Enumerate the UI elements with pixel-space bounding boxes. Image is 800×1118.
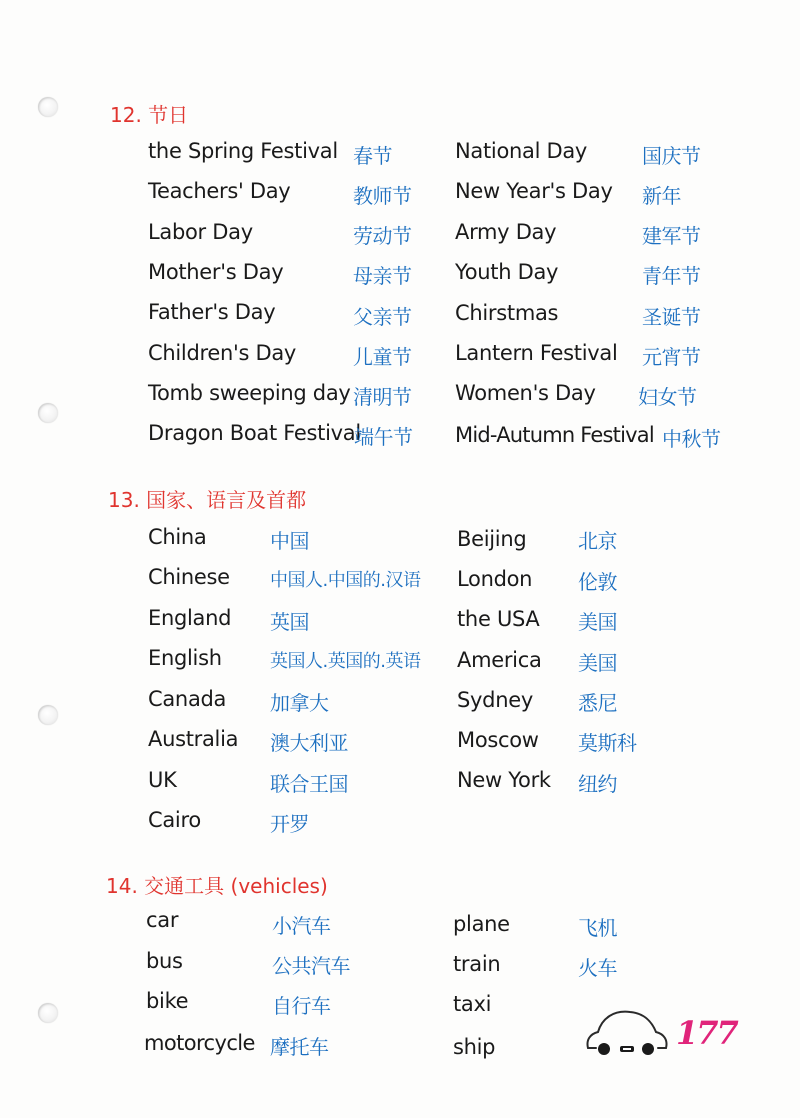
vocab-english: Youth Day	[455, 260, 559, 284]
vocab-english: National Day	[455, 139, 588, 163]
vocab-chinese: 中秋节	[662, 427, 721, 451]
vocab-chinese: 飞机	[578, 916, 617, 940]
section-heading: 14. 交通工具 (vehicles)	[106, 874, 328, 898]
vocab-english: Mid-Autumn Festival	[455, 423, 654, 447]
vocab-chinese: 父亲节	[353, 305, 412, 329]
vocab-chinese: 母亲节	[353, 264, 412, 288]
vocab-chinese: 端午节	[354, 425, 413, 449]
vocab-english: England	[148, 606, 232, 630]
binder-hole-icon	[38, 403, 58, 423]
vocab-english: China	[148, 525, 207, 549]
section-heading: 13. 国家、语言及首都	[108, 488, 307, 512]
vocab-chinese: 美国	[578, 651, 617, 675]
vocab-english: Mother's Day	[148, 260, 284, 284]
vocab-english: English	[148, 646, 222, 670]
vocab-english: Canada	[148, 687, 227, 711]
car-icon	[584, 1004, 670, 1064]
vocab-chinese: 小汽车	[272, 914, 331, 938]
vocab-english: ship	[453, 1035, 496, 1059]
vocab-english: Children's Day	[148, 341, 297, 365]
vocab-english: the USA	[457, 607, 540, 631]
binder-hole-icon	[38, 705, 58, 725]
page-number: 177	[676, 1014, 737, 1052]
vocab-english: taxi	[453, 992, 492, 1016]
vocab-english: Australia	[148, 727, 239, 751]
vocab-english: train	[453, 952, 501, 976]
vocab-chinese: 悉尼	[578, 691, 617, 715]
vocab-chinese: 圣诞节	[642, 305, 701, 329]
binder-hole-icon	[38, 1003, 58, 1023]
vocab-chinese: 加拿大	[270, 691, 329, 715]
vocab-english: London	[457, 567, 533, 591]
vocab-chinese: 开罗	[270, 812, 309, 836]
vocab-chinese: 中国	[270, 529, 309, 553]
vocab-chinese: 儿童节	[353, 345, 412, 369]
vocab-english: bus	[146, 949, 183, 973]
vocab-chinese: 自行车	[272, 994, 331, 1018]
vocab-english: Lantern Festival	[455, 341, 618, 365]
vocab-english: Women's Day	[455, 381, 596, 405]
vocab-english: Teachers' Day	[148, 179, 291, 203]
vocab-english: Tomb sweeping day	[148, 381, 351, 405]
vocab-english: motorcycle	[144, 1031, 255, 1055]
vocab-chinese: 劳动节	[353, 224, 412, 248]
vocab-english: Sydney	[457, 688, 533, 712]
vocab-chinese: 国庆节	[642, 144, 701, 168]
vocab-english: Dragon Boat Festival	[148, 421, 361, 445]
vocab-english: plane	[453, 912, 510, 936]
vocab-english: Labor Day	[148, 220, 253, 244]
vocab-chinese: 火车	[578, 956, 617, 980]
vocab-chinese: 中国人.中国的.汉语	[270, 570, 421, 591]
vocab-english: car	[146, 908, 179, 932]
vocab-english: Beijing	[457, 527, 527, 551]
vocab-english: bike	[146, 989, 189, 1013]
vocab-chinese: 建军节	[642, 224, 701, 248]
vocab-chinese: 教师节	[353, 184, 412, 208]
vocab-english: Chinese	[148, 565, 230, 589]
vocab-chinese: 公共汽车	[272, 954, 350, 978]
vocab-chinese: 莫斯科	[578, 731, 637, 755]
vocab-chinese: 澳大利亚	[270, 731, 348, 755]
vocab-english: New York	[457, 768, 551, 792]
vocab-chinese: 新年	[642, 184, 681, 208]
vocab-chinese: 清明节	[353, 385, 412, 409]
vocab-english: Army Day	[455, 220, 557, 244]
vocab-chinese: 元宵节	[642, 345, 701, 369]
vocab-chinese: 妇女节	[638, 385, 697, 409]
vocab-english: Moscow	[457, 728, 539, 752]
vocab-english: Chirstmas	[455, 301, 559, 325]
vocab-chinese: 春节	[353, 144, 392, 168]
vocab-chinese: 联合王国	[270, 772, 348, 796]
vocab-chinese: 英国	[270, 610, 309, 634]
vocab-english: the Spring Festival	[148, 139, 338, 163]
binder-hole-icon	[38, 97, 58, 117]
vocab-chinese: 北京	[578, 529, 617, 553]
vocab-english: New Year's Day	[455, 179, 613, 203]
vocab-chinese: 纽约	[578, 772, 617, 796]
vocab-chinese: 青年节	[642, 264, 701, 288]
vocab-chinese: 美国	[578, 610, 617, 634]
vocab-english: Father's Day	[148, 300, 276, 324]
section-heading: 12. 节日	[110, 103, 189, 127]
vocab-chinese: 伦敦	[578, 570, 617, 594]
vocab-english: UK	[148, 768, 177, 792]
vocab-english: America	[457, 648, 542, 672]
vocab-chinese: 摩托车	[270, 1035, 329, 1059]
vocab-chinese: 英国人.英国的.英语	[270, 651, 421, 672]
vocab-english: Cairo	[148, 808, 201, 832]
